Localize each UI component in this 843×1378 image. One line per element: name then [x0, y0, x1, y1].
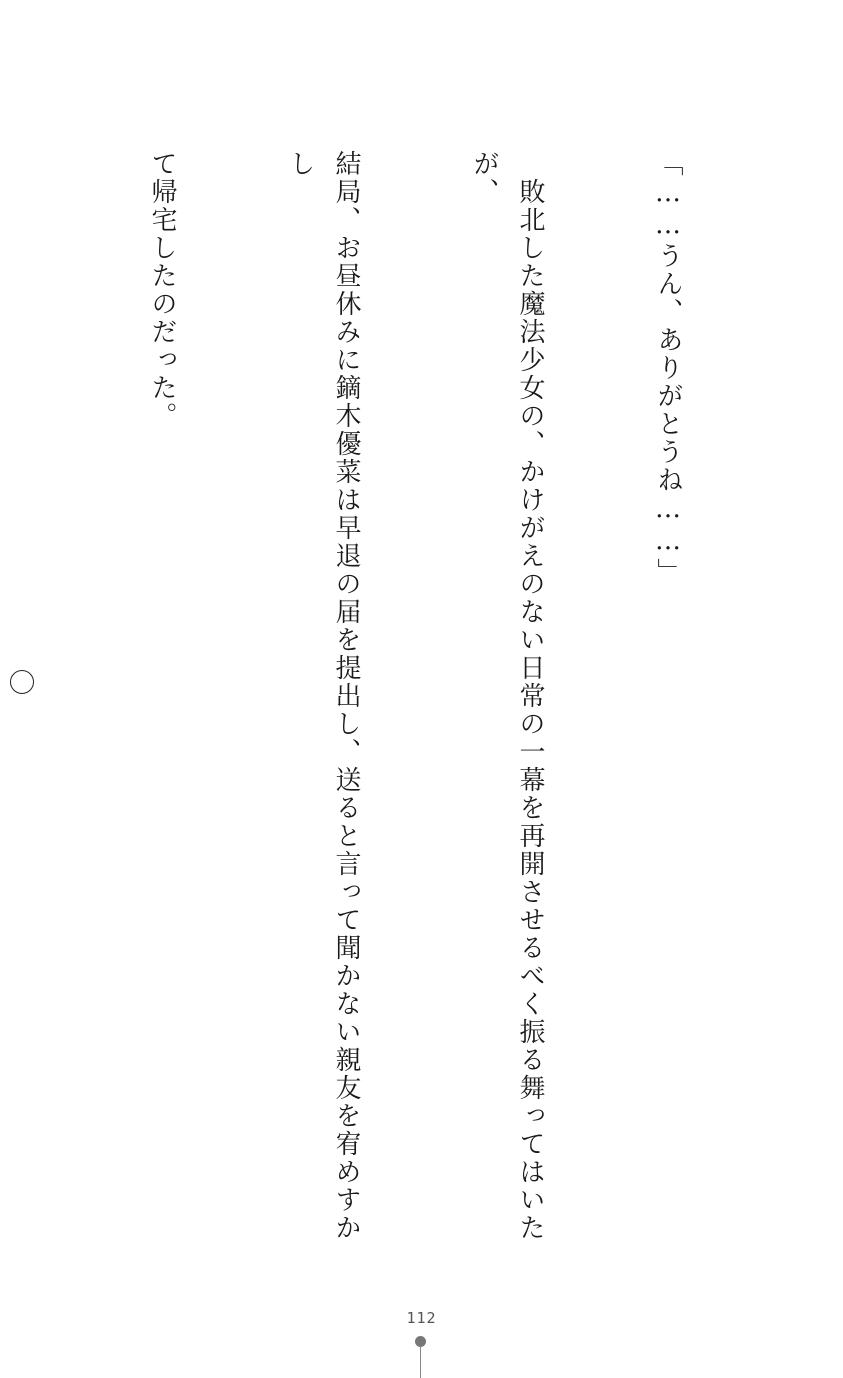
page-marker-line — [420, 1346, 421, 1378]
scene-break-circle-icon — [10, 670, 34, 694]
page-footer — [0, 1308, 843, 1327]
text-line: て帰宅したのだった。 — [147, 150, 177, 430]
scene-break — [1, 150, 47, 1260]
text-line: 結局、お昼休みに鏑木優菜は早退の届を提出し、送ると言って聞かない親友を宥めすかし — [285, 150, 361, 1242]
vertical-text-body — [0, 150, 783, 1260]
page-number: 112 — [406, 1309, 437, 1327]
text-line: 敗北した魔法少女の、かけがえのない日常の一幕を再開させるべく振る舞ってはいたが、 — [469, 150, 545, 1242]
text-line: 「……うん、ありがとうね……」 — [653, 150, 683, 586]
